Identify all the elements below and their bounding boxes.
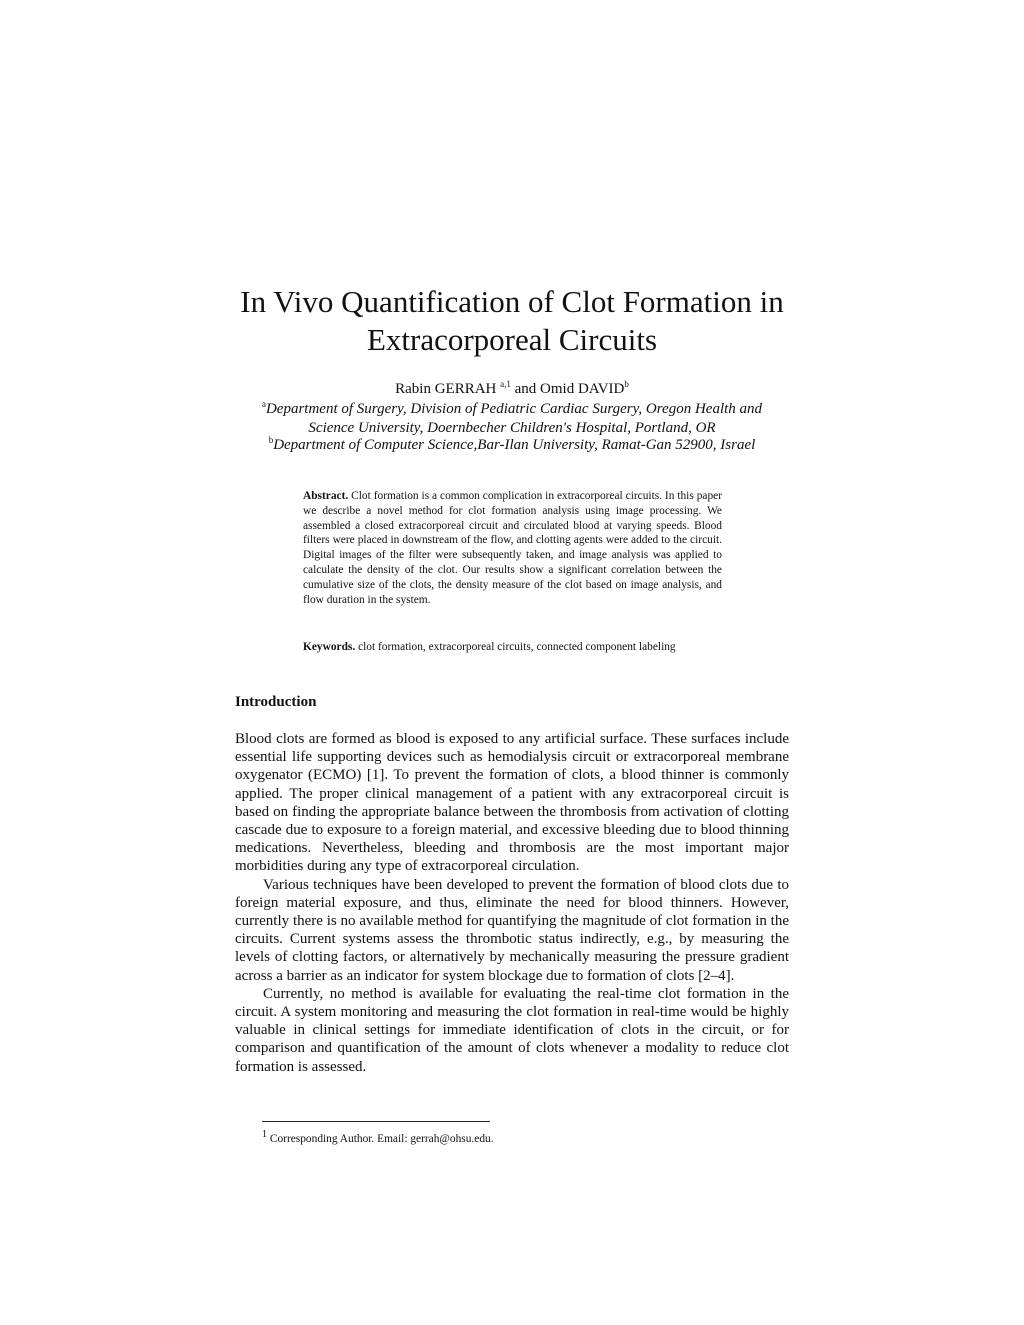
abstract (303, 489, 722, 607)
author-name: Rabin GERRAH (395, 381, 497, 397)
body-paragraph: Currently, no method is available for evaluating the real-time clot formation in the circuit. A system monitoring and measuring the clot formation in real-time would be highly valuable in clinical settings for immediate identification of clots in the circuit, or for comparison and quantification of the amount of clots whenever a modality to reduce clot formation is assessed. (235, 985, 789, 1075)
body-paragraph: Various techniques have been developed to prevent the formation of blood clots due to foreign material exposure, and thus, eliminate the need for blood thinners. However, currently there is no available method for quantifying the magnitude of clot formation in the circuits. Current systems assess the thrombotic status indirectly, e.g., by measuring the levels of clotting factors, or alternatively by mechanically measuring the pressure gradient across a barrier as an indicator for system blockage due to formation of clots [2–4]. (235, 876, 789, 984)
affiliation-b (180, 436, 844, 455)
author-name: Omid DAVID (540, 381, 625, 397)
title-line-2: Extracorporeal Circuits (366, 322, 658, 357)
footnote-mark: 1 (262, 1129, 267, 1141)
affiliation-mark: b (268, 435, 274, 445)
footnote-text: Corresponding Author. Email: gerrah@ohsu.edu. (269, 1133, 494, 1145)
abstract-text: Clot formation is a common complication in extracorporeal circuits. In this paper we describe a novel method for clot formation analysis using image processing. We assembled a closed extracorporeal circuit and circulated blood at varying speeds. Blood filters were placed in downstream of the flow, and clotting agents were added to the circuit. Digital images of the filter were subsequently taken, and image analysis was applied to calculate the density of the clot. Our results show a significant correlation between the cumulative size of the clots, the density measure of the clot based on image analysis, and flow duration in the system. (303, 490, 722, 606)
keywords (303, 640, 733, 655)
affiliation-line: Science University, Doernbecher Children's Hospital, Portland, OR (308, 420, 716, 436)
affiliation-mark: a (261, 399, 266, 409)
author-superscript: a,1 (500, 379, 511, 389)
title-line-1: In Vivo Quantification of Clot Formation in (240, 284, 784, 319)
introduction-body (235, 730, 789, 1076)
footnote (262, 1131, 494, 1147)
affiliation-line: Department of Computer Science,Bar-Ilan University, Ramat-Gan 52900, Israel (273, 437, 756, 453)
abstract-label: Abstract. (303, 490, 349, 502)
keywords-text: clot formation, extracorporeal circuits, connected component labeling (358, 641, 676, 653)
author-list (180, 380, 844, 399)
affiliation-a (180, 400, 844, 438)
body-paragraph: Blood clots are formed as blood is exposed to any artificial surface. These surfaces include essential life supporting devices such as hemodialysis circuit or extracorporeal membrane oxygenator (ECMO) [1]. To prevent the formation of clots, a blood thinner is commonly applied. The proper clinical management of a patient with any extracorporeal circuit is based on finding the appropriate balance between the thrombosis from activation of clotting cascade due to exposure to a foreign material, and excessive bleeding due to blood thinning medications. Nevertheless, bleeding and thrombosis are the most important major morbidities during any type of extracorporeal circulation. (235, 731, 789, 875)
paper-title (180, 283, 844, 359)
author-superscript: b (624, 379, 629, 389)
keywords-label: Keywords. (303, 641, 356, 653)
section-heading-introduction: Introduction (235, 694, 317, 710)
footnote-divider (262, 1121, 490, 1122)
affiliation-line: Department of Surgery, Division of Pediatric Cardiac Surgery, Oregon Health and (265, 401, 763, 417)
author-conjunction: and (514, 381, 537, 397)
